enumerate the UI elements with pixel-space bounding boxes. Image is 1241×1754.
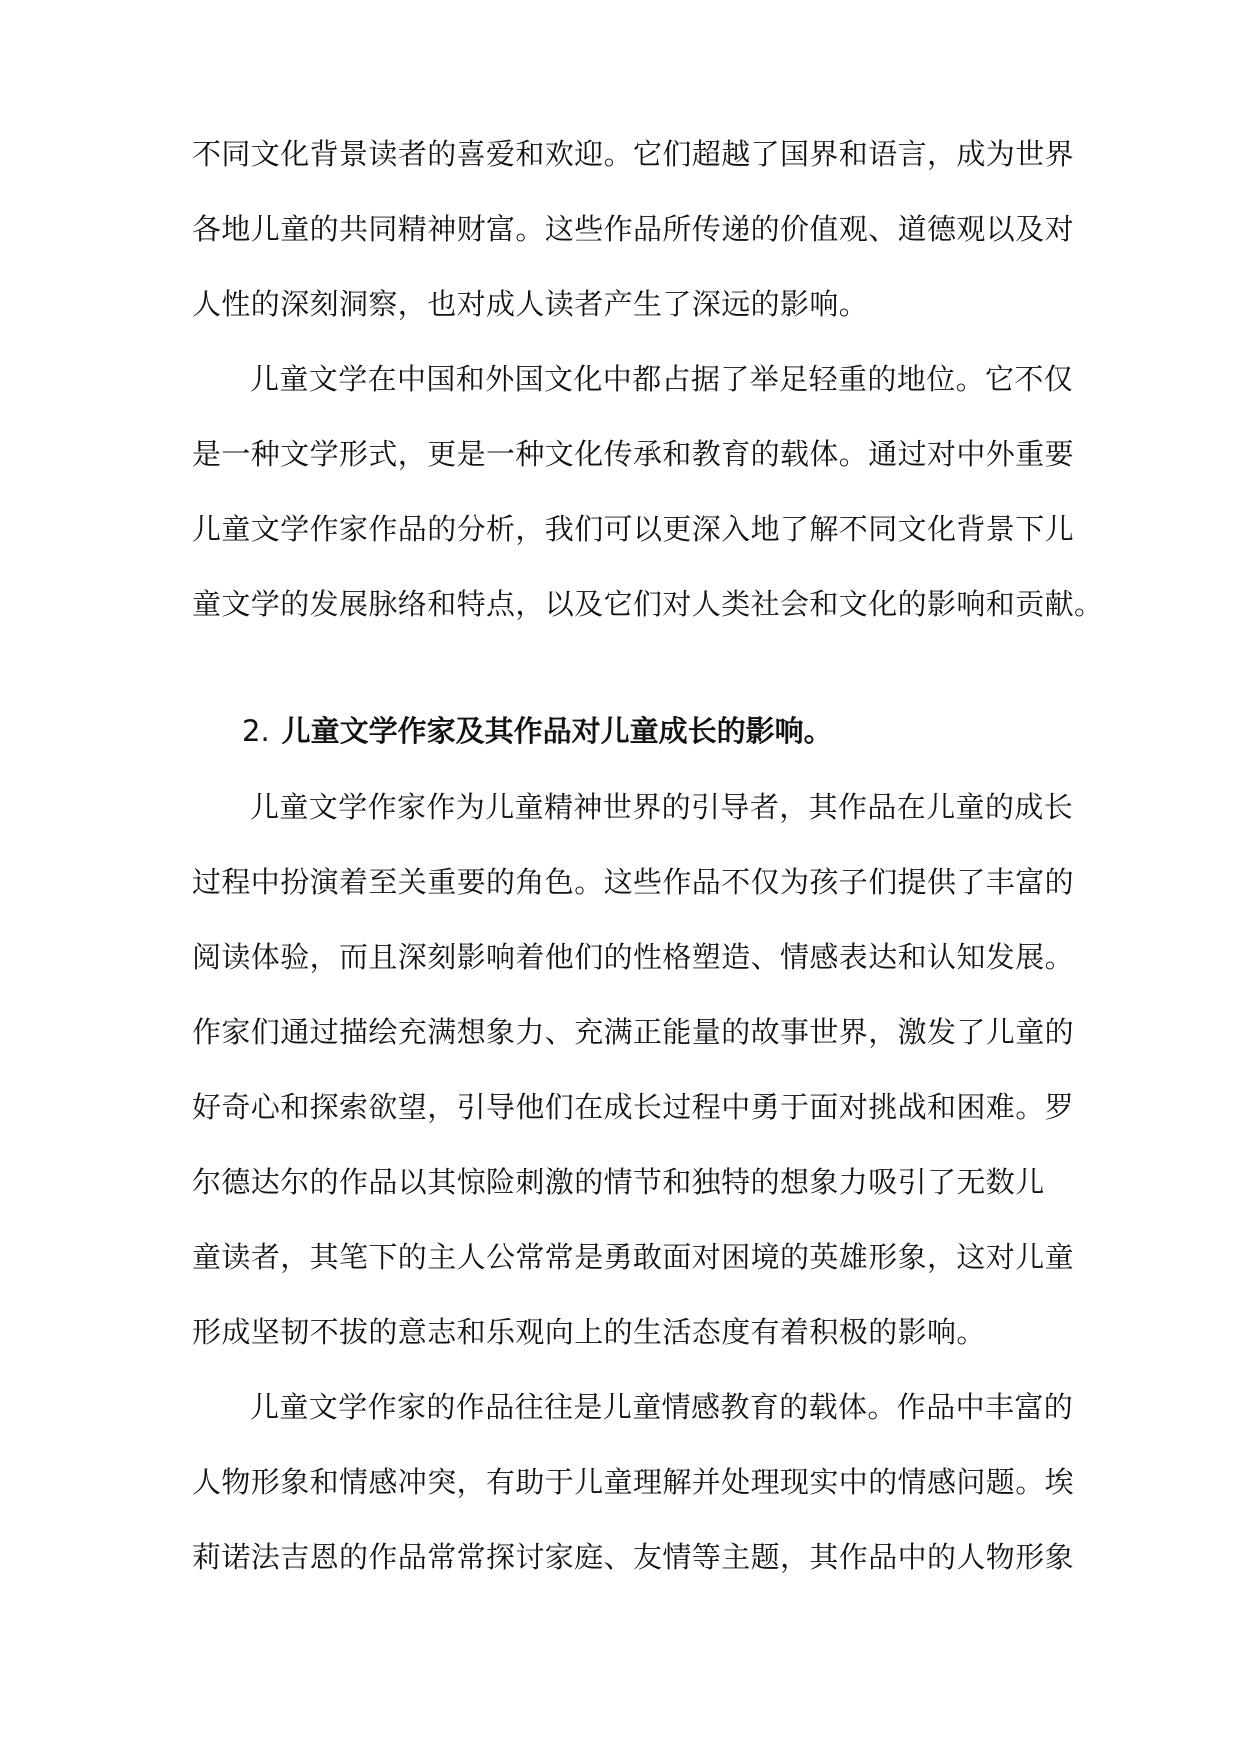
paragraph-4-line-2: 人物形象和情感冲突，有助于儿童理解并处理现实中的情感问题。埃 bbox=[192, 1465, 1075, 1499]
paragraph-3-line-1: 儿童文学作家作为儿童精神世界的引导者，其作品在儿童的成长 bbox=[250, 790, 1074, 824]
section-heading bbox=[242, 713, 833, 749]
paragraph-3-line-4: 作家们通过描绘充满想象力、充满正能量的故事世界，激发了儿童的 bbox=[192, 1015, 1075, 1049]
paragraph-3-line-6: 尔德达尔的作品以其惊险刺激的情节和独特的想象力吸引了无数儿 bbox=[192, 1165, 1045, 1199]
section-title: 儿童文学作家及其作品对儿童成长的影响。 bbox=[281, 714, 833, 748]
paragraph-2-line-1: 儿童文学在中国和外国文化中都占据了举足轻重的地位。它不仅 bbox=[250, 362, 1074, 396]
paragraph-1-line-3: 人性的深刻洞察，也对成人读者产生了深远的影响。 bbox=[192, 287, 869, 321]
paragraph-1-line-2: 各地儿童的共同精神财富。这些作品所传递的价值观、道德观以及对 bbox=[192, 212, 1075, 246]
paragraph-2-line-4: 童文学的发展脉络和特点，以及它们对人类社会和文化的影响和贡献。 bbox=[192, 587, 1104, 621]
paragraph-2-line-3: 儿童文学作家作品的分析，我们可以更深入地了解不同文化背景下儿 bbox=[192, 512, 1075, 546]
paragraph-1-line-1: 不同文化背景读者的喜爱和欢迎。它们超越了国界和语言，成为世界 bbox=[192, 137, 1075, 171]
paragraph-3-line-2: 过程中扮演着至关重要的角色。这些作品不仅为孩子们提供了丰富的 bbox=[192, 865, 1075, 899]
paragraph-3-line-8: 形成坚韧不拔的意志和乐观向上的生活态度有着积极的影响。 bbox=[192, 1315, 986, 1349]
section-number: 2. bbox=[242, 714, 270, 748]
paragraph-3-line-7: 童读者，其笔下的主人公常常是勇敢面对困境的英雄形象，这对儿童 bbox=[192, 1240, 1075, 1274]
paragraph-3-line-5: 好奇心和探索欲望，引导他们在成长过程中勇于面对挑战和困难。罗 bbox=[192, 1090, 1075, 1124]
paragraph-3-line-3: 阅读体验，而且深刻影响着他们的性格塑造、情感表达和认知发展。 bbox=[192, 940, 1075, 974]
paragraph-4-line-3: 莉诺法吉恩的作品常常探讨家庭、友情等主题，其作品中的人物形象 bbox=[192, 1540, 1075, 1574]
paragraph-4-line-1: 儿童文学作家的作品往往是儿童情感教育的载体。作品中丰富的 bbox=[250, 1390, 1074, 1424]
paragraph-2-line-2: 是一种文学形式，更是一种文化传承和教育的载体。通过对中外重要 bbox=[192, 437, 1075, 471]
